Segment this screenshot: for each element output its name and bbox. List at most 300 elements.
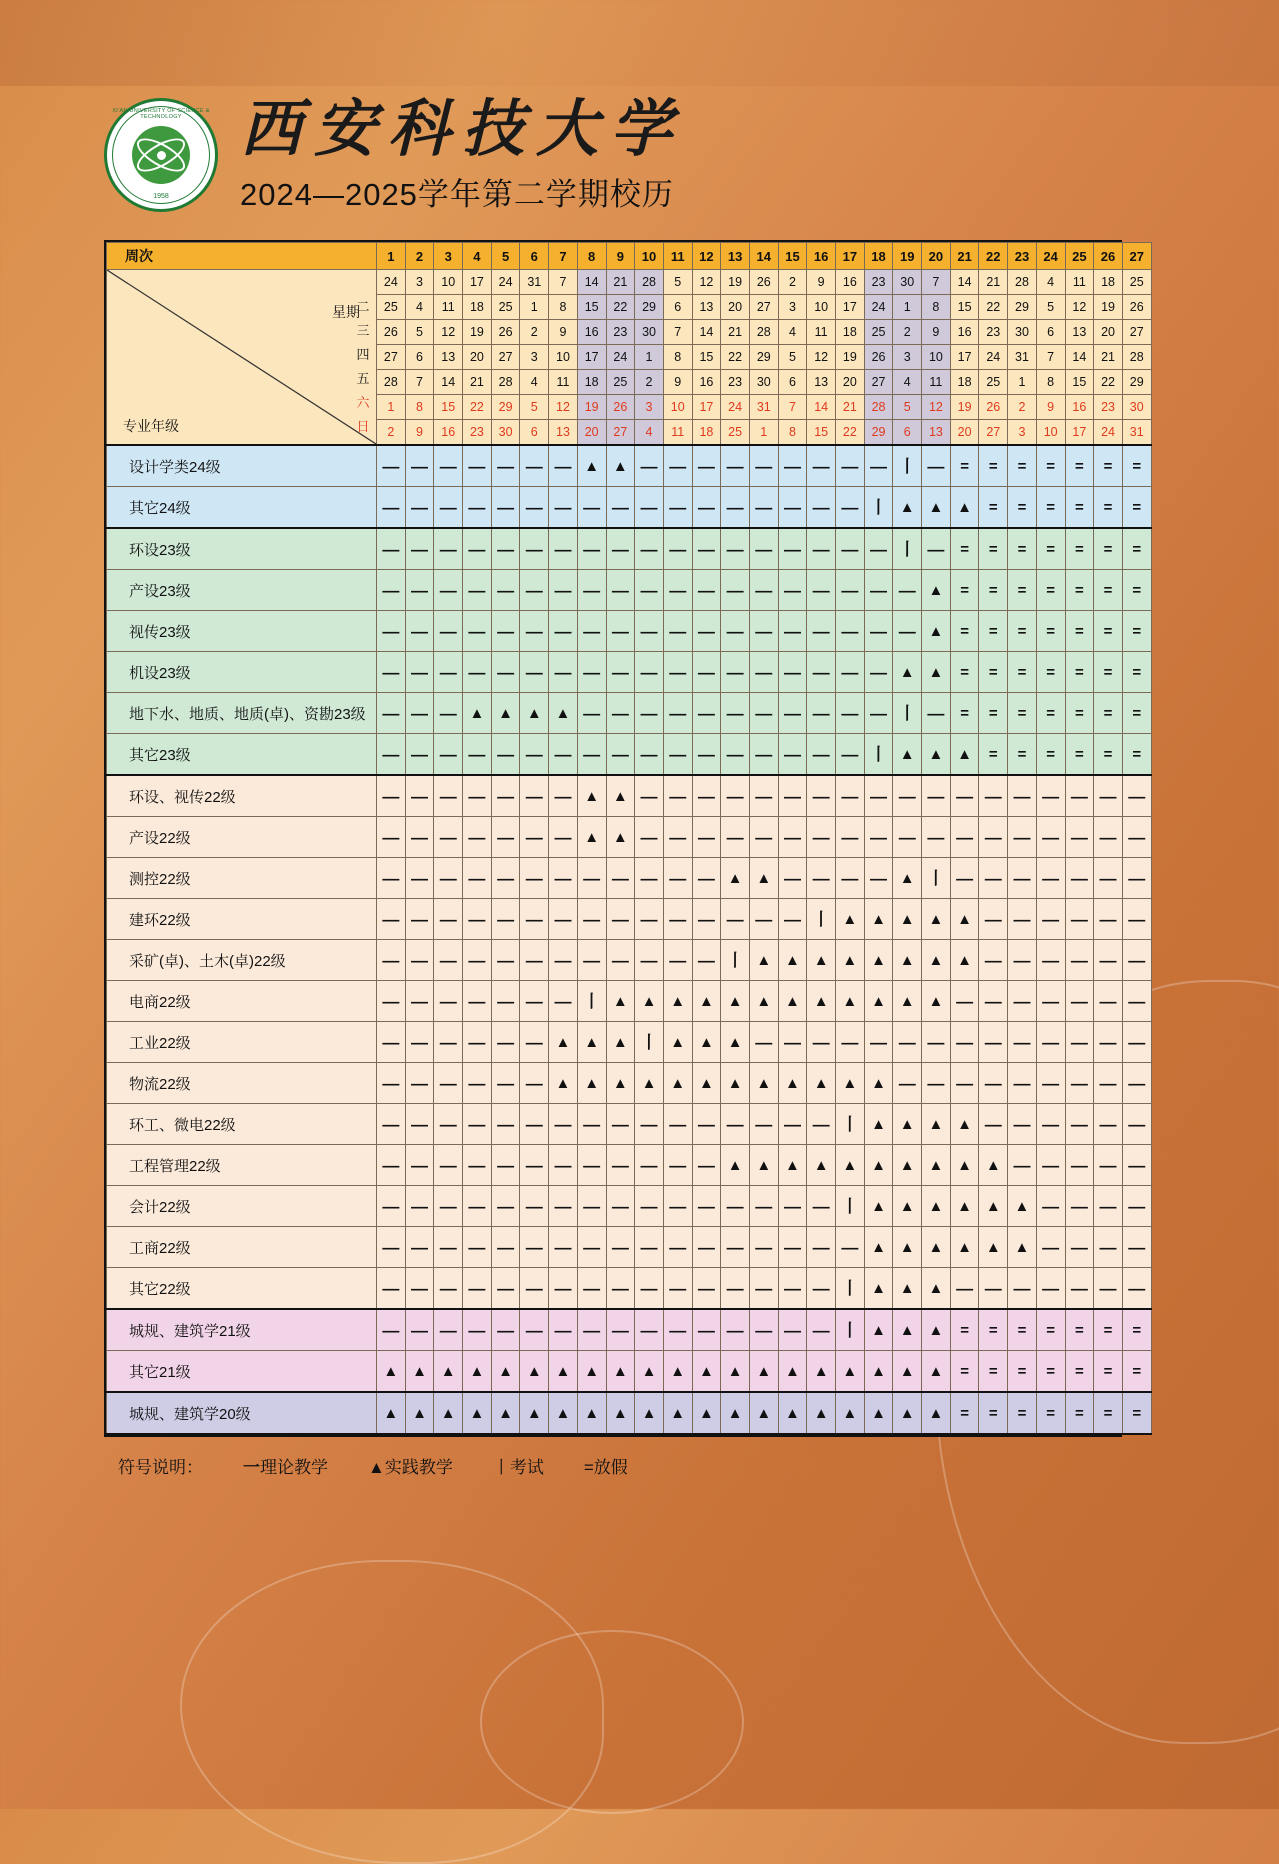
date-cell: 10 <box>922 345 951 370</box>
schedule-mark-cell: — <box>520 858 549 899</box>
schedule-mark-cell: — <box>692 487 721 529</box>
date-cell: 5 <box>663 270 692 295</box>
schedule-mark-cell: — <box>1094 981 1123 1022</box>
schedule-mark-cell: ▲ <box>807 1145 836 1186</box>
schedule-mark-cell: — <box>377 940 406 981</box>
schedule-mark-cell: — <box>606 940 635 981</box>
schedule-mark-cell: ▲ <box>922 1392 951 1434</box>
schedule-mark-cell: ▲ <box>463 1392 492 1434</box>
schedule-mark-cell: — <box>606 487 635 529</box>
date-cell: 12 <box>922 395 951 420</box>
schedule-mark-cell: — <box>864 693 893 734</box>
date-cell: 27 <box>491 345 520 370</box>
program-label-cell: 其它21级 <box>107 1351 377 1393</box>
date-cell: 15 <box>692 345 721 370</box>
schedule-mark-cell: — <box>807 1227 836 1268</box>
schedule-mark-cell: — <box>1122 1186 1151 1227</box>
schedule-mark-cell: — <box>635 487 664 529</box>
schedule-mark-cell: = <box>1036 445 1065 487</box>
date-cell: 27 <box>377 345 406 370</box>
date-cell: 30 <box>1122 395 1151 420</box>
schedule-mark-cell: 丨 <box>893 693 922 734</box>
schedule-mark-cell: — <box>405 652 434 693</box>
schedule-mark-cell: — <box>635 445 664 487</box>
schedule-mark-cell: — <box>749 693 778 734</box>
weekday-name-label: 六 <box>356 395 370 411</box>
date-cell: 3 <box>635 395 664 420</box>
schedule-mark-cell: — <box>635 570 664 611</box>
schedule-mark-cell: — <box>549 487 578 529</box>
schedule-mark-cell: — <box>778 1186 807 1227</box>
schedule-mark-cell: — <box>1065 1268 1094 1310</box>
schedule-mark-cell: — <box>1036 775 1065 817</box>
schedule-mark-cell: = <box>950 445 979 487</box>
schedule-mark-cell: — <box>1065 1063 1094 1104</box>
schedule-mark-cell: — <box>577 1145 606 1186</box>
week-number-cell: 5 <box>491 243 520 270</box>
date-cell: 17 <box>577 345 606 370</box>
date-cell: 25 <box>491 295 520 320</box>
program-row <box>107 693 1152 734</box>
schedule-mark-cell: = <box>979 693 1008 734</box>
schedule-mark-cell: ▲ <box>520 693 549 734</box>
date-cell: 28 <box>491 370 520 395</box>
schedule-mark-cell: — <box>635 652 664 693</box>
date-cell: 18 <box>950 370 979 395</box>
date-row <box>107 270 1152 295</box>
schedule-mark-cell: — <box>1122 1145 1151 1186</box>
schedule-mark-cell: — <box>663 1145 692 1186</box>
date-cell: 31 <box>1008 345 1037 370</box>
date-cell: 16 <box>950 320 979 345</box>
date-cell: 14 <box>1065 345 1094 370</box>
schedule-mark-cell: — <box>549 899 578 940</box>
schedule-mark-cell: — <box>491 1186 520 1227</box>
date-cell: 18 <box>577 370 606 395</box>
schedule-mark-cell: — <box>491 487 520 529</box>
schedule-mark-cell: = <box>1065 487 1094 529</box>
schedule-mark-cell: — <box>950 1268 979 1310</box>
schedule-mark-cell: — <box>1008 1022 1037 1063</box>
schedule-mark-cell: — <box>434 652 463 693</box>
schedule-mark-cell: — <box>463 899 492 940</box>
schedule-mark-cell: = <box>1094 693 1123 734</box>
schedule-mark-cell: — <box>520 981 549 1022</box>
schedule-mark-cell: — <box>749 1309 778 1351</box>
schedule-mark-cell: = <box>1008 1309 1037 1351</box>
schedule-mark-cell: = <box>1094 652 1123 693</box>
date-cell: 29 <box>1008 295 1037 320</box>
schedule-mark-cell: — <box>606 570 635 611</box>
schedule-mark-cell: — <box>922 693 951 734</box>
schedule-mark-cell: = <box>1065 1309 1094 1351</box>
date-cell: 3 <box>778 295 807 320</box>
schedule-mark-cell: ▲ <box>491 1392 520 1434</box>
schedule-mark-cell: ▲ <box>635 981 664 1022</box>
schedule-mark-cell: = <box>1094 734 1123 776</box>
schedule-mark-cell: — <box>721 611 750 652</box>
schedule-mark-cell: ▲ <box>692 1351 721 1393</box>
schedule-mark-cell: ▲ <box>893 1268 922 1310</box>
schedule-mark-cell: — <box>721 693 750 734</box>
schedule-mark-cell: = <box>1008 611 1037 652</box>
schedule-mark-cell: — <box>491 1309 520 1351</box>
schedule-mark-cell: ▲ <box>893 1227 922 1268</box>
schedule-mark-cell: — <box>663 734 692 776</box>
schedule-mark-cell: — <box>463 734 492 776</box>
date-cell: 24 <box>377 270 406 295</box>
schedule-mark-cell: ▲ <box>893 1351 922 1393</box>
date-cell: 11 <box>1065 270 1094 295</box>
schedule-mark-cell: — <box>405 899 434 940</box>
date-cell: 26 <box>1122 295 1151 320</box>
date-cell: 3 <box>520 345 549 370</box>
schedule-mark-cell: — <box>463 940 492 981</box>
schedule-mark-cell: ▲ <box>807 981 836 1022</box>
program-row <box>107 1145 1152 1186</box>
schedule-mark-cell: ▲ <box>864 1227 893 1268</box>
date-cell: 1 <box>520 295 549 320</box>
program-label-cell: 工业22级 <box>107 1022 377 1063</box>
date-cell: 26 <box>749 270 778 295</box>
schedule-mark-cell: — <box>434 1309 463 1351</box>
date-cell: 17 <box>836 295 865 320</box>
date-cell: 26 <box>491 320 520 345</box>
schedule-mark-cell: — <box>979 1268 1008 1310</box>
week-number-cell: 26 <box>1094 243 1123 270</box>
schedule-mark-cell: ▲ <box>606 1392 635 1434</box>
schedule-mark-cell: — <box>1065 1145 1094 1186</box>
schedule-mark-cell: — <box>721 1268 750 1310</box>
schedule-mark-cell: — <box>520 1309 549 1351</box>
schedule-mark-cell: — <box>692 1268 721 1310</box>
schedule-mark-cell: — <box>979 940 1008 981</box>
schedule-mark-cell: — <box>520 445 549 487</box>
schedule-mark-cell: ▲ <box>807 1063 836 1104</box>
schedule-mark-cell: — <box>1008 899 1037 940</box>
weekday-name-label: 四 <box>356 347 370 363</box>
program-row <box>107 734 1152 776</box>
date-cell: 22 <box>721 345 750 370</box>
schedule-mark-cell: — <box>778 858 807 899</box>
schedule-mark-cell: — <box>836 1227 865 1268</box>
schedule-mark-cell: — <box>721 528 750 570</box>
legend-symbol-1: ▲ <box>368 1458 385 1478</box>
schedule-mark-cell: ▲ <box>778 1063 807 1104</box>
schedule-mark-cell: — <box>434 528 463 570</box>
schedule-mark-cell: = <box>1036 487 1065 529</box>
schedule-mark-cell: — <box>635 611 664 652</box>
week-number-cell: 10 <box>635 243 664 270</box>
schedule-mark-cell: — <box>405 775 434 817</box>
date-cell: 2 <box>893 320 922 345</box>
schedule-mark-cell: — <box>434 1186 463 1227</box>
date-cell: 1 <box>635 345 664 370</box>
schedule-mark-cell: = <box>1122 570 1151 611</box>
schedule-mark-cell: — <box>922 1022 951 1063</box>
program-row <box>107 1022 1152 1063</box>
schedule-mark-cell: 丨 <box>893 445 922 487</box>
program-label-cell: 产设22级 <box>107 817 377 858</box>
date-cell: 2 <box>520 320 549 345</box>
schedule-mark-cell: — <box>663 899 692 940</box>
date-cell: 30 <box>491 420 520 446</box>
schedule-mark-cell: — <box>434 858 463 899</box>
schedule-mark-cell: — <box>1122 817 1151 858</box>
date-cell: 11 <box>663 420 692 446</box>
schedule-mark-cell: — <box>434 445 463 487</box>
schedule-mark-cell: — <box>520 817 549 858</box>
schedule-mark-cell: — <box>1008 940 1037 981</box>
schedule-mark-cell: ▲ <box>577 1392 606 1434</box>
date-cell: 18 <box>836 320 865 345</box>
date-cell: 14 <box>434 370 463 395</box>
university-logo <box>104 98 218 212</box>
week-number-cell: 17 <box>836 243 865 270</box>
schedule-mark-cell: — <box>663 487 692 529</box>
date-cell: 21 <box>606 270 635 295</box>
schedule-mark-cell: — <box>606 1268 635 1310</box>
schedule-mark-cell: ▲ <box>893 1309 922 1351</box>
schedule-mark-cell: ▲ <box>922 1227 951 1268</box>
date-cell: 5 <box>1036 295 1065 320</box>
week-number-cell: 25 <box>1065 243 1094 270</box>
week-number-cell: 9 <box>606 243 635 270</box>
date-cell: 21 <box>836 395 865 420</box>
schedule-mark-cell: — <box>577 611 606 652</box>
schedule-mark-cell: — <box>749 1104 778 1145</box>
schedule-mark-cell: — <box>864 570 893 611</box>
schedule-mark-cell: — <box>721 734 750 776</box>
schedule-mark-cell: — <box>606 693 635 734</box>
schedule-mark-cell: — <box>721 817 750 858</box>
date-cell: 20 <box>836 370 865 395</box>
schedule-mark-cell: ▲ <box>377 1392 406 1434</box>
schedule-mark-cell: — <box>1065 1022 1094 1063</box>
schedule-mark-cell: — <box>549 1227 578 1268</box>
schedule-mark-cell: ▲ <box>807 940 836 981</box>
date-cell: 9 <box>922 320 951 345</box>
schedule-mark-cell: — <box>836 570 865 611</box>
schedule-mark-cell: — <box>434 899 463 940</box>
schedule-mark-cell: — <box>1008 858 1037 899</box>
legend-symbol-3: = <box>583 1458 594 1478</box>
schedule-mark-cell: ▲ <box>663 1392 692 1434</box>
program-label-cell: 环设23级 <box>107 528 377 570</box>
date-cell: 29 <box>635 295 664 320</box>
schedule-mark-cell: — <box>520 1022 549 1063</box>
program-row <box>107 899 1152 940</box>
schedule-mark-cell: — <box>749 1268 778 1310</box>
schedule-mark-cell: — <box>434 487 463 529</box>
schedule-mark-cell: ▲ <box>721 1145 750 1186</box>
schedule-mark-cell: — <box>778 817 807 858</box>
schedule-mark-cell: — <box>1008 1063 1037 1104</box>
schedule-mark-cell: — <box>549 1186 578 1227</box>
schedule-mark-cell: — <box>549 1145 578 1186</box>
schedule-mark-cell: — <box>950 775 979 817</box>
schedule-mark-cell: — <box>922 1063 951 1104</box>
schedule-mark-cell: — <box>836 445 865 487</box>
schedule-mark-cell: — <box>749 528 778 570</box>
schedule-mark-cell: — <box>692 734 721 776</box>
schedule-mark-cell: — <box>950 1063 979 1104</box>
schedule-mark-cell: — <box>635 858 664 899</box>
date-cell: 4 <box>520 370 549 395</box>
schedule-mark-cell: — <box>778 487 807 529</box>
schedule-mark-cell: — <box>405 445 434 487</box>
date-cell: 2 <box>377 420 406 446</box>
schedule-mark-cell: — <box>405 1309 434 1351</box>
schedule-mark-cell: — <box>721 1227 750 1268</box>
schedule-mark-cell: — <box>778 899 807 940</box>
date-cell: 24 <box>1094 420 1123 446</box>
date-cell: 21 <box>463 370 492 395</box>
date-cell: 1 <box>377 395 406 420</box>
date-cell: 4 <box>405 295 434 320</box>
date-cell: 11 <box>549 370 578 395</box>
schedule-mark-cell: — <box>1094 817 1123 858</box>
schedule-mark-cell: — <box>1036 1022 1065 1063</box>
date-cell: 28 <box>749 320 778 345</box>
schedule-mark-cell: ▲ <box>922 734 951 776</box>
schedule-mark-cell: ▲ <box>864 1351 893 1393</box>
date-cell: 31 <box>1122 420 1151 446</box>
week-number-cell: 27 <box>1122 243 1151 270</box>
schedule-mark-cell: 丨 <box>836 1186 865 1227</box>
date-cell: 22 <box>463 395 492 420</box>
schedule-mark-cell: ▲ <box>491 1351 520 1393</box>
schedule-mark-cell: — <box>864 652 893 693</box>
program-label-cell: 建环22级 <box>107 899 377 940</box>
schedule-mark-cell: — <box>836 734 865 776</box>
date-cell: 23 <box>463 420 492 446</box>
schedule-mark-cell: ▲ <box>663 981 692 1022</box>
date-cell: 26 <box>864 345 893 370</box>
schedule-mark-cell: — <box>1094 775 1123 817</box>
schedule-mark-cell: — <box>377 1309 406 1351</box>
week-number-cell: 12 <box>692 243 721 270</box>
schedule-mark-cell: — <box>807 445 836 487</box>
schedule-mark-cell: 丨 <box>836 1268 865 1310</box>
schedule-mark-cell: — <box>1122 940 1151 981</box>
schedule-mark-cell: — <box>1065 858 1094 899</box>
date-cell: 4 <box>635 420 664 446</box>
schedule-mark-cell: — <box>520 940 549 981</box>
schedule-mark-cell: ▲ <box>692 1022 721 1063</box>
schedule-mark-cell: — <box>836 487 865 529</box>
schedule-mark-cell: ▲ <box>721 981 750 1022</box>
schedule-mark-cell: — <box>807 1104 836 1145</box>
schedule-mark-cell: — <box>405 1227 434 1268</box>
schedule-mark-cell: ▲ <box>549 693 578 734</box>
schedule-mark-cell: — <box>577 1309 606 1351</box>
schedule-mark-cell: — <box>491 1022 520 1063</box>
academic-calendar-table <box>106 242 1152 1435</box>
date-cell: 6 <box>778 370 807 395</box>
schedule-mark-cell: — <box>635 817 664 858</box>
schedule-mark-cell: — <box>1065 940 1094 981</box>
schedule-mark-cell: — <box>864 775 893 817</box>
schedule-mark-cell: ▲ <box>922 899 951 940</box>
schedule-mark-cell: — <box>836 775 865 817</box>
date-cell: 4 <box>778 320 807 345</box>
date-cell: 6 <box>893 420 922 446</box>
schedule-mark-cell: ▲ <box>463 693 492 734</box>
week-number-cell: 4 <box>463 243 492 270</box>
program-row <box>107 775 1152 817</box>
schedule-mark-cell: ▲ <box>950 487 979 529</box>
schedule-mark-cell: — <box>778 734 807 776</box>
schedule-mark-cell: — <box>635 1145 664 1186</box>
schedule-mark-cell: ▲ <box>922 1104 951 1145</box>
date-cell: 21 <box>1094 345 1123 370</box>
program-label-cell: 物流22级 <box>107 1063 377 1104</box>
schedule-mark-cell: 丨 <box>864 487 893 529</box>
schedule-mark-cell: ▲ <box>836 1145 865 1186</box>
schedule-mark-cell: — <box>434 1063 463 1104</box>
date-cell: 16 <box>434 420 463 446</box>
date-cell: 30 <box>749 370 778 395</box>
date-cell: 8 <box>922 295 951 320</box>
date-cell: 19 <box>950 395 979 420</box>
schedule-mark-cell: — <box>549 1309 578 1351</box>
schedule-mark-cell: — <box>749 487 778 529</box>
schedule-mark-cell: — <box>520 528 549 570</box>
date-cell: 7 <box>549 270 578 295</box>
schedule-mark-cell: — <box>377 817 406 858</box>
date-cell: 3 <box>1008 420 1037 446</box>
schedule-mark-cell: — <box>463 528 492 570</box>
schedule-mark-cell: — <box>463 1145 492 1186</box>
date-cell: 4 <box>1036 270 1065 295</box>
schedule-mark-cell: — <box>520 775 549 817</box>
schedule-mark-cell: ▲ <box>893 1186 922 1227</box>
schedule-mark-cell: — <box>807 858 836 899</box>
schedule-mark-cell: — <box>463 775 492 817</box>
program-label-cell: 测控22级 <box>107 858 377 899</box>
schedule-mark-cell: — <box>606 611 635 652</box>
schedule-mark-cell: = <box>1008 1351 1037 1393</box>
schedule-mark-cell: — <box>1036 858 1065 899</box>
schedule-mark-cell: ▲ <box>778 1392 807 1434</box>
week-number-cell: 19 <box>893 243 922 270</box>
schedule-mark-cell: 丨 <box>577 981 606 1022</box>
program-row <box>107 1392 1152 1434</box>
schedule-mark-cell: — <box>1008 1145 1037 1186</box>
program-label-cell: 城规、建筑学20级 <box>107 1392 377 1434</box>
date-cell: 17 <box>463 270 492 295</box>
program-label-cell: 会计22级 <box>107 1186 377 1227</box>
schedule-mark-cell: = <box>1122 1392 1151 1434</box>
schedule-mark-cell: ▲ <box>749 981 778 1022</box>
date-cell: 28 <box>1008 270 1037 295</box>
schedule-mark-cell: — <box>463 652 492 693</box>
date-cell: 30 <box>1008 320 1037 345</box>
date-cell: 2 <box>778 270 807 295</box>
program-label-cell: 工程管理22级 <box>107 1145 377 1186</box>
date-cell: 18 <box>463 295 492 320</box>
week-number-cell: 21 <box>950 243 979 270</box>
schedule-mark-cell: — <box>463 1063 492 1104</box>
schedule-mark-cell: — <box>463 611 492 652</box>
schedule-mark-cell: — <box>692 1227 721 1268</box>
schedule-mark-cell: 丨 <box>922 858 951 899</box>
schedule-mark-cell: — <box>692 611 721 652</box>
schedule-mark-cell: = <box>1008 652 1037 693</box>
schedule-mark-cell: — <box>463 1104 492 1145</box>
schedule-mark-cell: ▲ <box>663 1351 692 1393</box>
